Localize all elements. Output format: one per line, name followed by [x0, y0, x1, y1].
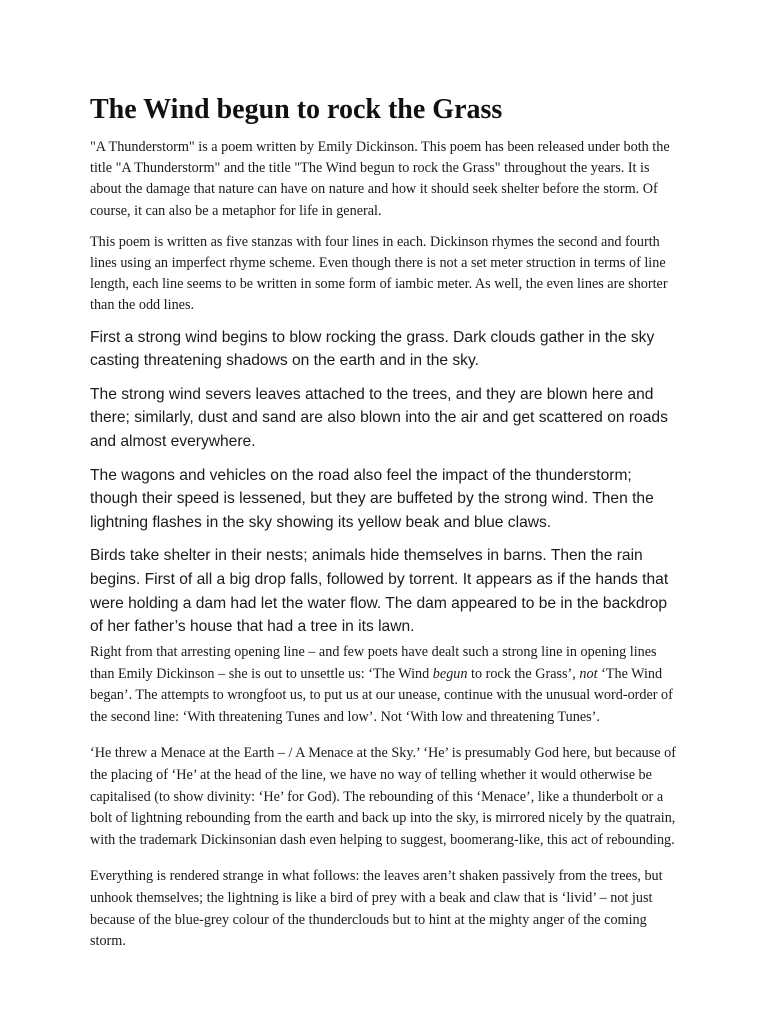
- summary-paragraph: Birds take shelter in their nests; animals hide themselves in barns. Then the rain begins. First of all a big drop falls, followed by torrent. It appears as if the hands that were holding a dam had let the water flow. The dam appeared to be in the backdrop of her father’s house that had a tree in its lawn.: [90, 547, 669, 636]
- structure-paragraph: This poem is written as five stanzas with four lines in each. Dickinson rhymes the second and fourth lines using an imperfect rhyme scheme. Even though there is not a set meter struction in terms of line length, each line seems to be written in some form of iambic meter. As well, the even lines are shorter than the odd lines.: [90, 233, 668, 314]
- analysis-text: to rock the Grass’,: [467, 665, 580, 682]
- analysis-paragraph-strange: Everything is rendered strange in what follows: the leaves aren’t shaken passively from the trees, but unhook themselves; the lightning is like a bird of prey with a beak and claw that is ‘livid’ – not just because of the blue-grey colour of the thunderclouds but to hint at the mighty anger of the coming storm.: [90, 867, 663, 950]
- summary-paragraph: The wagons and vehicles on the road also feel the impact of the thunderstorm; though their speed is lessened, but they are buffeted by the strong wind. Then the lightning flashes in the sky showing its yellow beak and blue claws.: [90, 466, 654, 531]
- emphasis-not: not: [579, 665, 598, 682]
- intro-paragraph: "A Thunderstorm" is a poem written by Emily Dickinson. This poem has been released under both the title "A Thunderstorm" and the title "The Wind begun to rock the Grass" throughout the years. It is about the damage that nature can have on nature and how it should seek shelter before the storm. Of course, it can also be a metaphor for life in general.: [90, 139, 670, 219]
- page-title: The Wind begun to rock the Grass: [90, 94, 503, 125]
- analysis-paragraph-menace: ‘He threw a Menace at the Earth – / A Menace at the Sky.’ ‘He’ is presumably God here, but because of the placing of ‘He’ at the head of the line, we have no way of telling whether it would otherwise be capitalised (to show divinity: ‘He’ for God). The rebounding of this ‘Menace’, like a thunderbolt or a bolt of lightning rebounding from the earth and back up into the sky, is mirrored nicely by the quatrain, with the trademark Dickinsonian dash even helping to suggest, boomerang-like, this act of rebounding.: [90, 744, 676, 849]
- summary-paragraph: First a strong wind begins to blow rocking the grass. Dark clouds gather in the sky casting threatening shadows on the earth and in the sky.: [90, 328, 655, 370]
- summary-paragraph: The strong wind severs leaves attached to the trees, and they are blown here and there; similarly, dust and sand are also blown into the air and get scattered on roads and almost everywhere.: [90, 385, 668, 450]
- analysis-text: Right from that arresting opening line – and few poets have dealt such a strong line in opening lines than Emily Dickinson – she is out to unsettle us: ‘The Wind: [90, 643, 657, 682]
- analysis-text: ‘The Wind began’. The attempts to wrongfoot us, to put us at our unease, continue with the unusual word-order of the second line: ‘With threatening Tunes and low’. Not ‘With low and threatening Tunes’.: [90, 665, 673, 726]
- analysis-paragraph-opening-line: [90, 642, 678, 729]
- emphasis-begun: begun: [432, 665, 468, 682]
